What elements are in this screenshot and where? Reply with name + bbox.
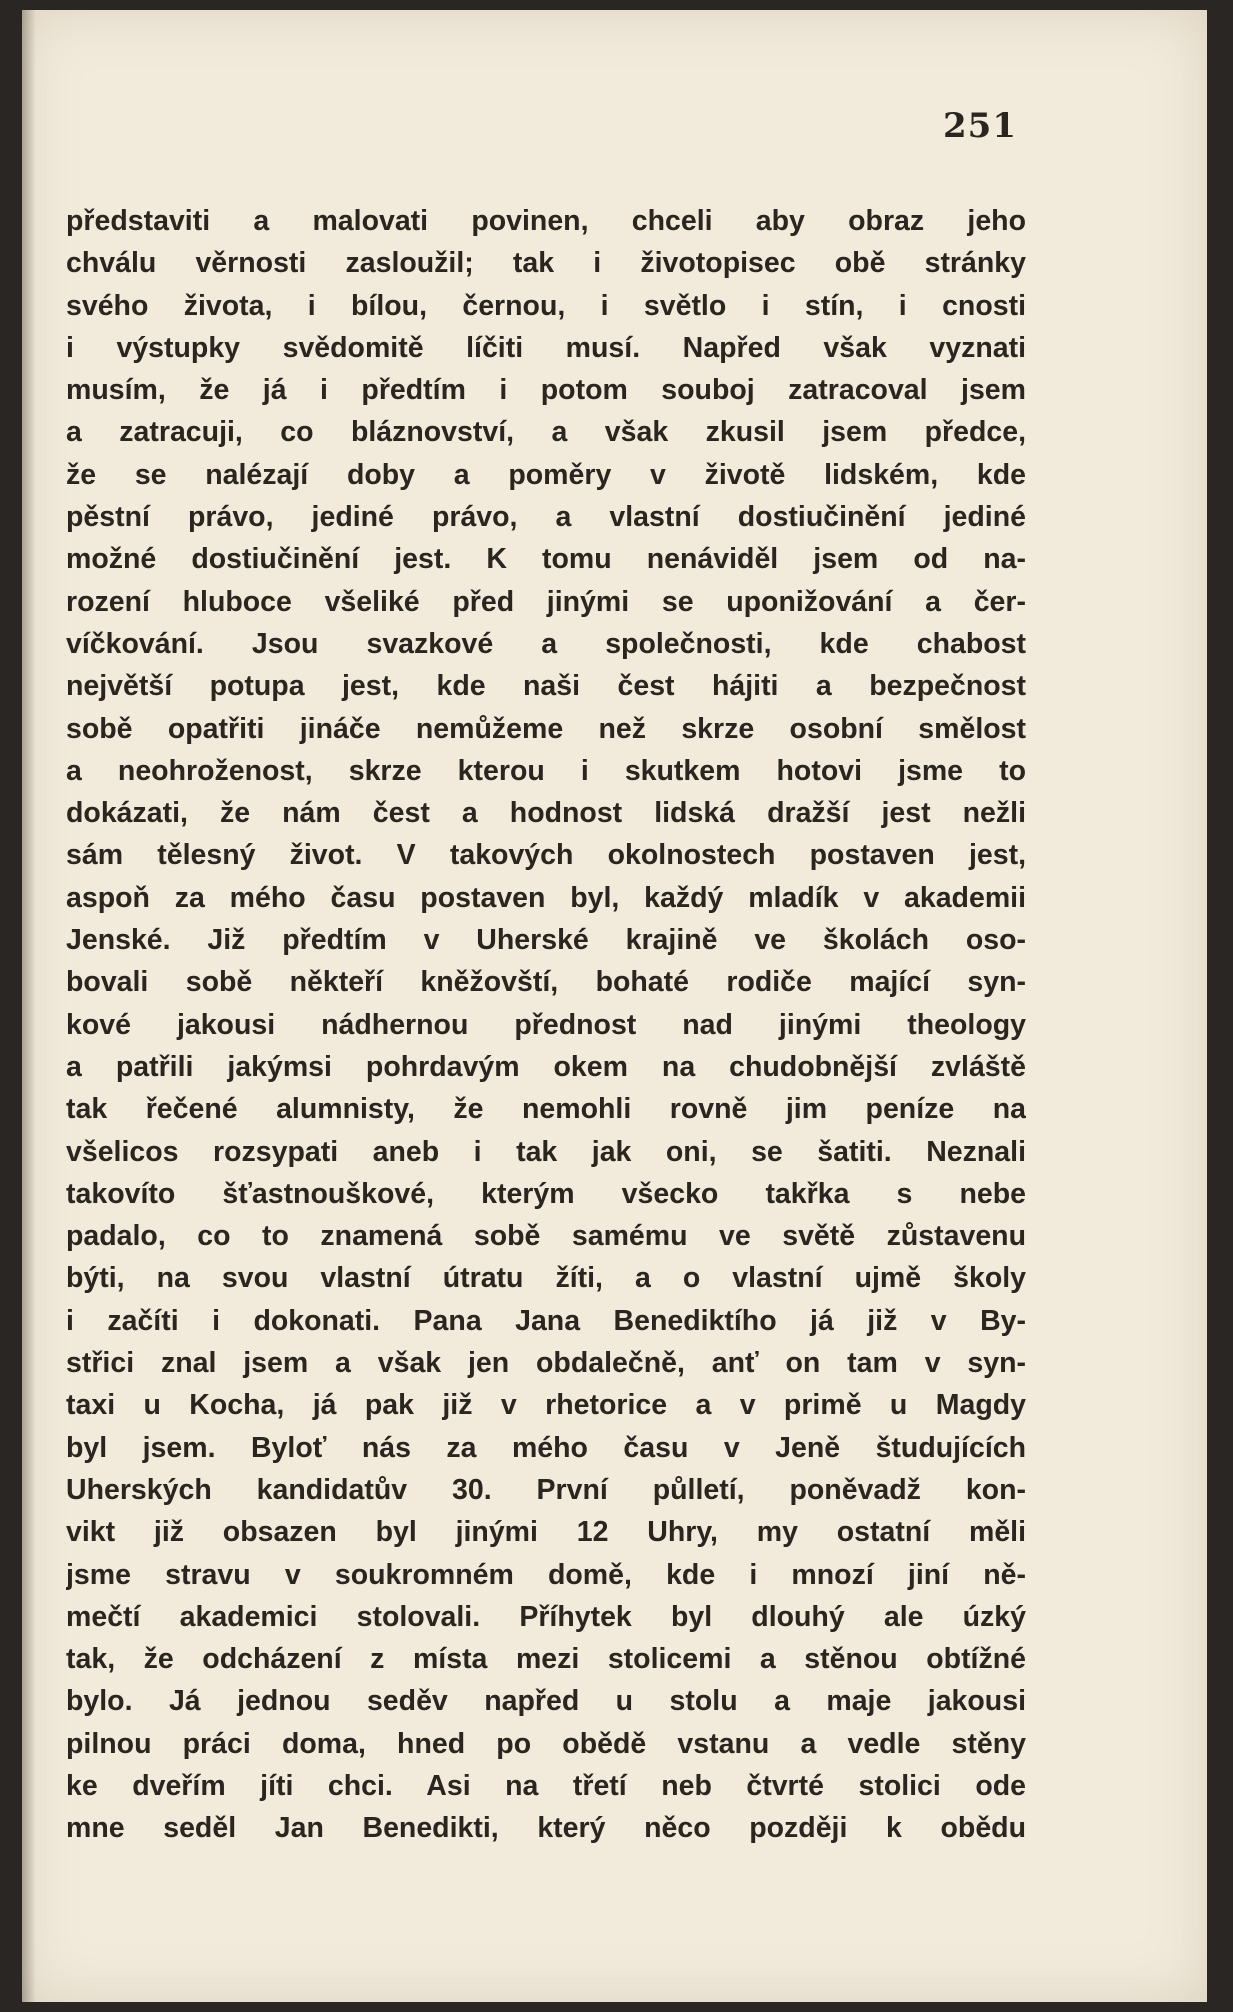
- text-line: pilnou práci doma, hned po obědě vstanu a vedle stěny: [66, 1727, 1026, 1760]
- text-line: tak, že odcházení z místa mezi stolicemi a stěnou obtížné: [66, 1643, 1026, 1676]
- text-line: a neohroženost, skrze kterou i skutkem hotovi jsme to: [66, 754, 1026, 787]
- text-line: střici znal jsem a však jen obdalečně, anť on tam v syn-: [66, 1347, 1026, 1380]
- text-line: že se nalézají doby a poměry v životě lidském, kde: [66, 458, 1026, 491]
- text-line: bylo. Já jednou seděv napřed u stolu a maje jakousi: [66, 1685, 1026, 1718]
- text-line: býti, na svou vlastní útratu žíti, a o vlastní ujmě školy: [66, 1262, 1026, 1295]
- text-line: svého života, i bílou, černou, i světlo i stín, i cnosti: [66, 289, 1026, 322]
- text-line: chválu věrnosti zasloužil; tak i životopisec obě stránky: [66, 247, 1026, 280]
- text-line: největší potupa jest, kde naši čest hájiti a bezpečnost: [66, 670, 1026, 703]
- text-line: možné dostiučinění jest. K tomu nenáviděl jsem od na-: [66, 543, 1026, 576]
- text-line: bovali sobě někteří kněžovští, bohaté rodiče mající syn-: [66, 966, 1026, 999]
- page-spine-shadow: [22, 10, 36, 2002]
- text-line: aspoň za mého času postaven byl, každý mladík v akademii: [66, 881, 1026, 914]
- text-line: vikt již obsazen byl jinými 12 Uhry, my ostatní měli: [66, 1516, 1026, 1549]
- text-line: jsme stravu v soukromném domě, kde i mnozí jiní ně-: [66, 1558, 1026, 1591]
- text-line: Jenské. Již předtím v Uherské krajině ve školách oso-: [66, 924, 1026, 957]
- body-text: [66, 200, 1026, 1850]
- text-line: dokázati, že nám čest a hodnost lidská dražší jest nežli: [66, 797, 1026, 830]
- text-line: mečtí akademici stolovali. Příhytek byl dlouhý ale úzký: [66, 1600, 1026, 1633]
- book-page: [22, 10, 1207, 2002]
- text-line: takovíto šťastnouškové, kterým všecko takřka s nebe: [66, 1177, 1026, 1210]
- text-line: taxi u Kocha, já pak již v rhetorice a v primě u Magdy: [66, 1389, 1026, 1422]
- text-line: sám tělesný život. V takových okolnostech postaven jest,: [66, 839, 1026, 872]
- text-line: všelicos rozsypati aneb i tak jak oni, se šatiti. Neznali: [66, 1135, 1026, 1168]
- page-number: 251: [943, 106, 1017, 146]
- text-line: byl jsem. Byloť nás za mého času v Jeně študujících: [66, 1431, 1026, 1464]
- text-line: sobě opatřiti jináče nemůžeme než skrze osobní smělost: [66, 712, 1026, 745]
- text-line: víčkování. Jsou svazkové a společnosti, kde chabost: [66, 627, 1026, 660]
- text-line: rození hluboce všeliké před jinými se uponižování a čer-: [66, 585, 1026, 618]
- text-line: pěstní právo, jediné právo, a vlastní dostiučinění jediné: [66, 501, 1026, 534]
- text-line: Uherských kandidatův 30. První půlletí, poněvadž kon-: [66, 1473, 1026, 1506]
- text-line: tak řečené alumnisty, že nemohli rovně jim peníze na: [66, 1093, 1026, 1126]
- text-line: a zatracuji, co bláznovství, a však zkusil jsem předce,: [66, 416, 1026, 449]
- text-line: kové jakousi nádhernou přednost nad jinými theology: [66, 1008, 1026, 1041]
- text-line: a patřili jakýmsi pohrdavým okem na chudobnější zvláště: [66, 1050, 1026, 1083]
- text-line: i začíti i dokonati. Pana Jana Benediktího já již v By-: [66, 1304, 1026, 1337]
- text-line: musím, že já i předtím i potom souboj zatracoval jsem: [66, 374, 1026, 407]
- text-line: mne seděl Jan Benedikti, který něco později k obědu: [66, 1812, 1026, 1845]
- text-line: představiti a malovati povinen, chceli aby obraz jeho: [66, 205, 1026, 237]
- text-line: i výstupky svědomitě líčiti musí. Napřed však vyznati: [66, 331, 1026, 364]
- text-line: ke dveřím jíti chci. Asi na třetí neb čtvrté stolici ode: [66, 1769, 1026, 1802]
- text-line: padalo, co to znamená sobě samému ve světě zůstavenu: [66, 1220, 1026, 1253]
